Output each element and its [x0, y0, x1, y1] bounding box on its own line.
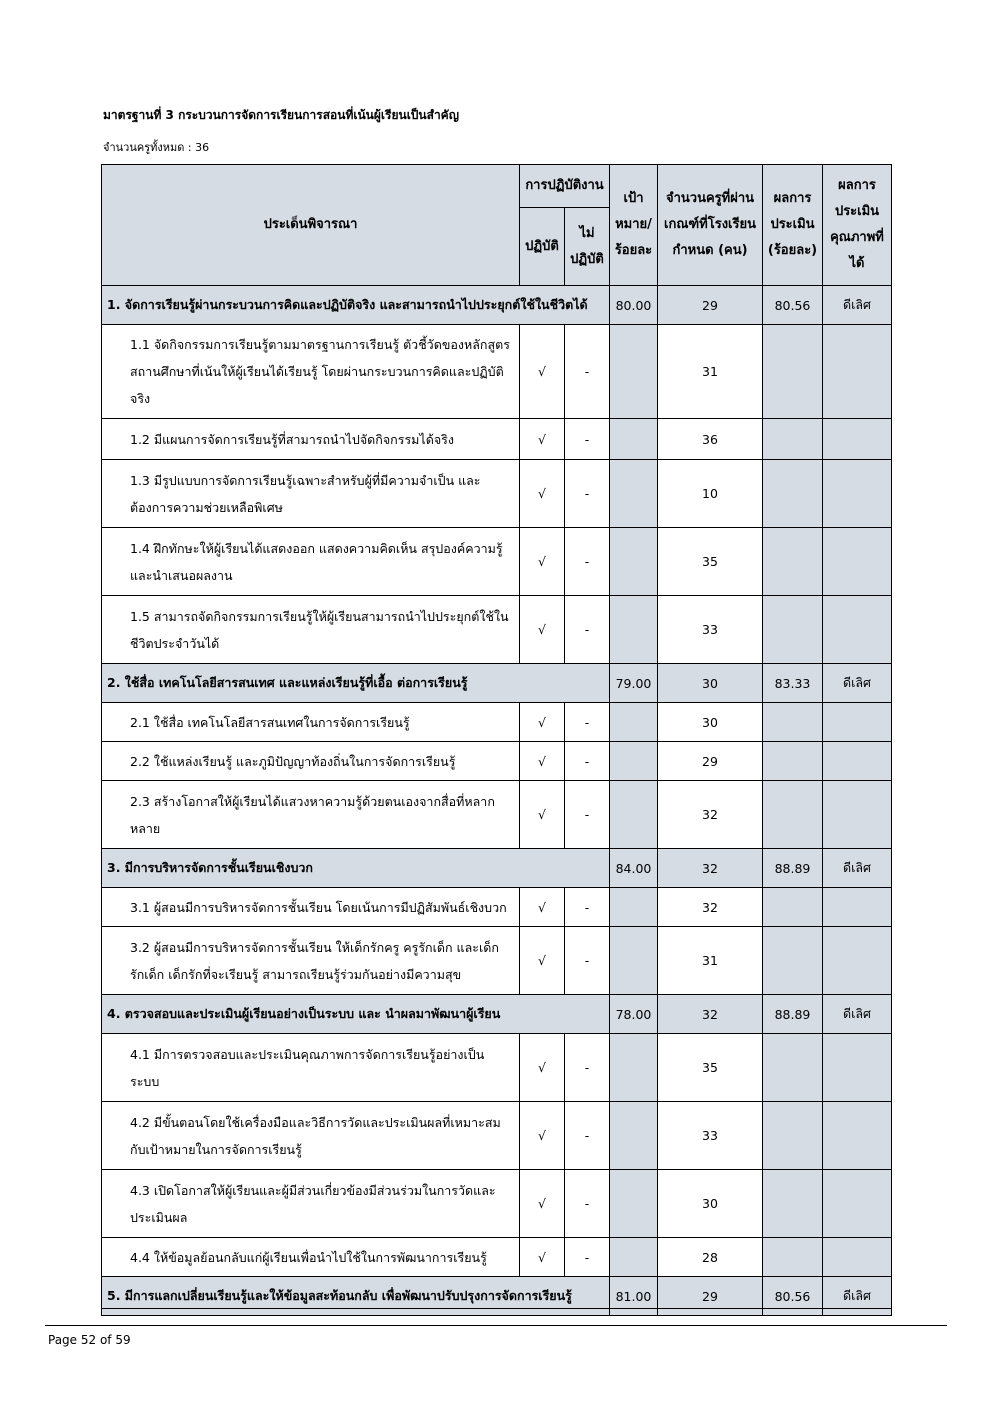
item-not-do: -: [565, 1102, 610, 1170]
item-text: 1.3 มีรูปแบบการจัดการเรียนรู้เฉพาะสำหรับผู้ที่มีความจำเป็น และต้องการความช่วยเหลือพิเศษ: [102, 460, 520, 528]
header-do: ปฏิบัติ: [520, 208, 565, 286]
item-do-check: √: [520, 460, 565, 528]
table-header-row: [102, 165, 892, 208]
section-row: [102, 286, 892, 325]
item-quality-empty: [823, 1102, 892, 1170]
item-row: [102, 460, 892, 528]
item-text: 2.1 ใช้สื่อ เทคโนโลยีสารสนเทศในการจัดการเรียนรู้: [102, 703, 520, 742]
item-text: 2.3 สร้างโอกาสให้ผู้เรียนได้แสวงหาความรู้ด้วยตนเองจากสื่อที่หลากหลาย: [102, 781, 520, 849]
page-number: Page 52 of 59: [48, 1333, 131, 1347]
item-quality-empty: [823, 703, 892, 742]
header-teachers-pass: จำนวนครูที่ผ่าน เกณฑ์ที่โรงเรียน กำหนด (คน): [658, 165, 763, 286]
section-count: 32: [658, 849, 763, 888]
section-title: 5. มีการแลกเปลี่ยนเรียนรู้และให้ข้อมูลสะท้อนกลับ เพื่อพัฒนาปรับปรุงการจัดการเรียนรู้: [102, 1277, 610, 1316]
section-title: 3. มีการบริหารจัดการชั้นเรียนเชิงบวก: [102, 849, 610, 888]
item-target-empty: [610, 742, 658, 781]
item-quality-empty: [823, 888, 892, 927]
item-text: 1.1 จัดกิจกรรมการเรียนรู้ตามมาตรฐานการเรียนรู้ ตัวชี้วัดของหลักสูตรสถานศึกษาที่เน้นให้ผู้เรียนได้เรียนรู้ โดยผ่านกระบวนการคิดและปฏิบัติจริง: [102, 325, 520, 419]
item-not-do: -: [565, 419, 610, 460]
item-count: 33: [658, 596, 763, 664]
item-target-empty: [610, 1238, 658, 1277]
item-not-do: -: [565, 1238, 610, 1277]
item-not-do: -: [565, 742, 610, 781]
item-count: 30: [658, 703, 763, 742]
section-count: 29: [658, 1277, 763, 1316]
item-text: 4.1 มีการตรวจสอบและประเมินคุณภาพการจัดการเรียนรู้อย่างเป็นระบบ: [102, 1034, 520, 1102]
section-title: 2. ใช้สื่อ เทคโนโลยีสารสนเทศ และแหล่งเรียนรู้ที่เอื้อ ต่อการเรียนรู้: [102, 664, 610, 703]
section-target: 84.00: [610, 849, 658, 888]
section-count: 29: [658, 286, 763, 325]
item-row: [102, 703, 892, 742]
item-result-empty: [763, 1034, 823, 1102]
item-do-check: √: [520, 703, 565, 742]
item-target-empty: [610, 528, 658, 596]
item-count: 35: [658, 1034, 763, 1102]
header-quality: ผลการ ประเมิน คุณภาพที่ ได้: [823, 165, 892, 286]
section-quality: ดีเลิศ: [823, 849, 892, 888]
teacher-count-label: จำนวนครูทั้งหมด : 36: [103, 141, 210, 154]
item-quality-empty: [823, 742, 892, 781]
item-quality-empty: [823, 596, 892, 664]
section-result: 80.56: [763, 1277, 823, 1316]
section-row: [102, 664, 892, 703]
item-not-do: -: [565, 888, 610, 927]
item-not-do: -: [565, 927, 610, 995]
item-result-empty: [763, 596, 823, 664]
item-target-empty: [610, 927, 658, 995]
header-result: ผลการ ประเมิน (ร้อยละ): [763, 165, 823, 286]
section-row: [102, 1277, 892, 1316]
item-quality-empty: [823, 419, 892, 460]
item-quality-empty: [823, 1238, 892, 1277]
item-row: [102, 596, 892, 664]
section-target: 80.00: [610, 286, 658, 325]
item-row: [102, 1034, 892, 1102]
section-target: 78.00: [610, 995, 658, 1034]
item-result-empty: [763, 742, 823, 781]
item-target-empty: [610, 1034, 658, 1102]
item-row: [102, 528, 892, 596]
item-quality-empty: [823, 460, 892, 528]
item-do-check: √: [520, 781, 565, 849]
section-quality: ดีเลิศ: [823, 664, 892, 703]
section-quality: ดีเลิศ: [823, 995, 892, 1034]
item-text: 4.4 ให้ข้อมูลย้อนกลับแก่ผู้เรียนเพื่อนำไปใช้ในการพัฒนาการเรียนรู้: [102, 1238, 520, 1277]
item-text: 1.5 สามารถจัดกิจกรรมการเรียนรู้ให้ผู้เรียนสามารถนำไปประยุกต์ใช้ในชีวิตประจำวันได้: [102, 596, 520, 664]
item-not-do: -: [565, 781, 610, 849]
item-target-empty: [610, 325, 658, 419]
item-count: 32: [658, 781, 763, 849]
item-not-do: -: [565, 528, 610, 596]
item-result-empty: [763, 325, 823, 419]
section-count: 30: [658, 664, 763, 703]
item-result-empty: [763, 1238, 823, 1277]
item-count: 33: [658, 1102, 763, 1170]
item-count: 35: [658, 528, 763, 596]
item-quality-empty: [823, 1034, 892, 1102]
item-quality-empty: [823, 781, 892, 849]
item-text: 3.2 ผู้สอนมีการบริหารจัดการชั้นเรียน ให้เด็กรักครู ครูรักเด็ก และเด็กรักเด็ก เด็กรักที่จะเรียนรู้ สามารถเรียนรู้ร่วมกันอย่างมีความสุข: [102, 927, 520, 995]
header-not-do: ไม่ ปฏิบัติ: [565, 208, 610, 286]
item-text: 1.2 มีแผนการจัดการเรียนรู้ที่สามารถนำไปจัดกิจกรรมได้จริง: [102, 419, 520, 460]
item-do-check: √: [520, 1170, 565, 1238]
table-bottom-rule: [101, 1308, 891, 1309]
item-do-check: √: [520, 528, 565, 596]
item-count: 10: [658, 460, 763, 528]
item-not-do: -: [565, 325, 610, 419]
item-not-do: -: [565, 1034, 610, 1102]
item-result-empty: [763, 1102, 823, 1170]
header-practice: การปฏิบัติงาน: [520, 165, 610, 208]
section-title: 4. ตรวจสอบและประเมินผู้เรียนอย่างเป็นระบบ และ นำผลมาพัฒนาผู้เรียน: [102, 995, 610, 1034]
standard-table: [101, 164, 892, 1316]
item-result-empty: [763, 781, 823, 849]
section-quality: ดีเลิศ: [823, 1277, 892, 1316]
item-do-check: √: [520, 1034, 565, 1102]
item-row: [102, 1102, 892, 1170]
item-quality-empty: [823, 528, 892, 596]
item-target-empty: [610, 419, 658, 460]
item-count: 31: [658, 325, 763, 419]
item-not-do: -: [565, 596, 610, 664]
section-result: 88.89: [763, 995, 823, 1034]
item-quality-empty: [823, 325, 892, 419]
item-not-do: -: [565, 460, 610, 528]
item-text: 2.2 ใช้แหล่งเรียนรู้ และภูมิปัญญาท้องถิ่นในการจัดการเรียนรู้: [102, 742, 520, 781]
section-row: [102, 995, 892, 1034]
section-count: 32: [658, 995, 763, 1034]
item-target-empty: [610, 1102, 658, 1170]
item-text: 4.3 เปิดโอกาสให้ผู้เรียนและผู้มีส่วนเกี่ยวข้องมีส่วนร่วมในการวัดและประเมินผล: [102, 1170, 520, 1238]
section-title: 1. จัดการเรียนรู้ผ่านกระบวนการคิดและปฏิบัติจริง และสามารถนำไปประยุกต์ใช้ในชีวิตได้: [102, 286, 610, 325]
item-result-empty: [763, 927, 823, 995]
item-result-empty: [763, 703, 823, 742]
item-text: 1.4 ฝึกทักษะให้ผู้เรียนได้แสดงออก แสดงความคิดเห็น สรุปองค์ความรู้และนำเสนอผลงาน: [102, 528, 520, 596]
item-do-check: √: [520, 325, 565, 419]
item-count: 29: [658, 742, 763, 781]
item-count: 31: [658, 927, 763, 995]
item-quality-empty: [823, 1170, 892, 1238]
item-count: 30: [658, 1170, 763, 1238]
page-title: มาตรฐานที่ 3 กระบวนการจัดการเรียนการสอนที่เน้นผู้เรียนเป็นสำคัญ: [103, 108, 459, 122]
item-count: 36: [658, 419, 763, 460]
item-target-empty: [610, 781, 658, 849]
item-not-do: -: [565, 703, 610, 742]
section-target: 79.00: [610, 664, 658, 703]
item-do-check: √: [520, 1238, 565, 1277]
header-target: เป้า หมาย/ ร้อยละ: [610, 165, 658, 286]
item-row: [102, 781, 892, 849]
item-row: [102, 742, 892, 781]
item-text: 3.1 ผู้สอนมีการบริหารจัดการชั้นเรียน โดยเน้นการมีปฏิสัมพันธ์เชิงบวก: [102, 888, 520, 927]
item-result-empty: [763, 419, 823, 460]
item-row: [102, 1238, 892, 1277]
item-row: [102, 1170, 892, 1238]
item-result-empty: [763, 460, 823, 528]
item-result-empty: [763, 1170, 823, 1238]
section-result: 88.89: [763, 849, 823, 888]
item-row: [102, 927, 892, 995]
section-result: 83.33: [763, 664, 823, 703]
item-target-empty: [610, 596, 658, 664]
item-result-empty: [763, 528, 823, 596]
item-result-empty: [763, 888, 823, 927]
item-target-empty: [610, 1170, 658, 1238]
item-target-empty: [610, 460, 658, 528]
item-do-check: √: [520, 1102, 565, 1170]
item-row: [102, 888, 892, 927]
item-count: 32: [658, 888, 763, 927]
item-target-empty: [610, 888, 658, 927]
footer-divider: [45, 1325, 947, 1326]
item-do-check: √: [520, 419, 565, 460]
section-target: 81.00: [610, 1277, 658, 1316]
item-do-check: √: [520, 596, 565, 664]
section-result: 80.56: [763, 286, 823, 325]
section-row: [102, 849, 892, 888]
item-do-check: √: [520, 927, 565, 995]
item-text: 4.2 มีขั้นตอนโดยใช้เครื่องมือและวิธีการวัดและประเมินผลที่เหมาะสมกับเป้าหมายในการจัดการเรียนรู้: [102, 1102, 520, 1170]
item-quality-empty: [823, 927, 892, 995]
item-count: 28: [658, 1238, 763, 1277]
item-not-do: -: [565, 1170, 610, 1238]
item-row: [102, 419, 892, 460]
item-do-check: √: [520, 888, 565, 927]
item-target-empty: [610, 703, 658, 742]
header-consideration: ประเด็นพิจารณา: [102, 165, 520, 286]
item-do-check: √: [520, 742, 565, 781]
section-quality: ดีเลิศ: [823, 286, 892, 325]
item-row: [102, 325, 892, 419]
